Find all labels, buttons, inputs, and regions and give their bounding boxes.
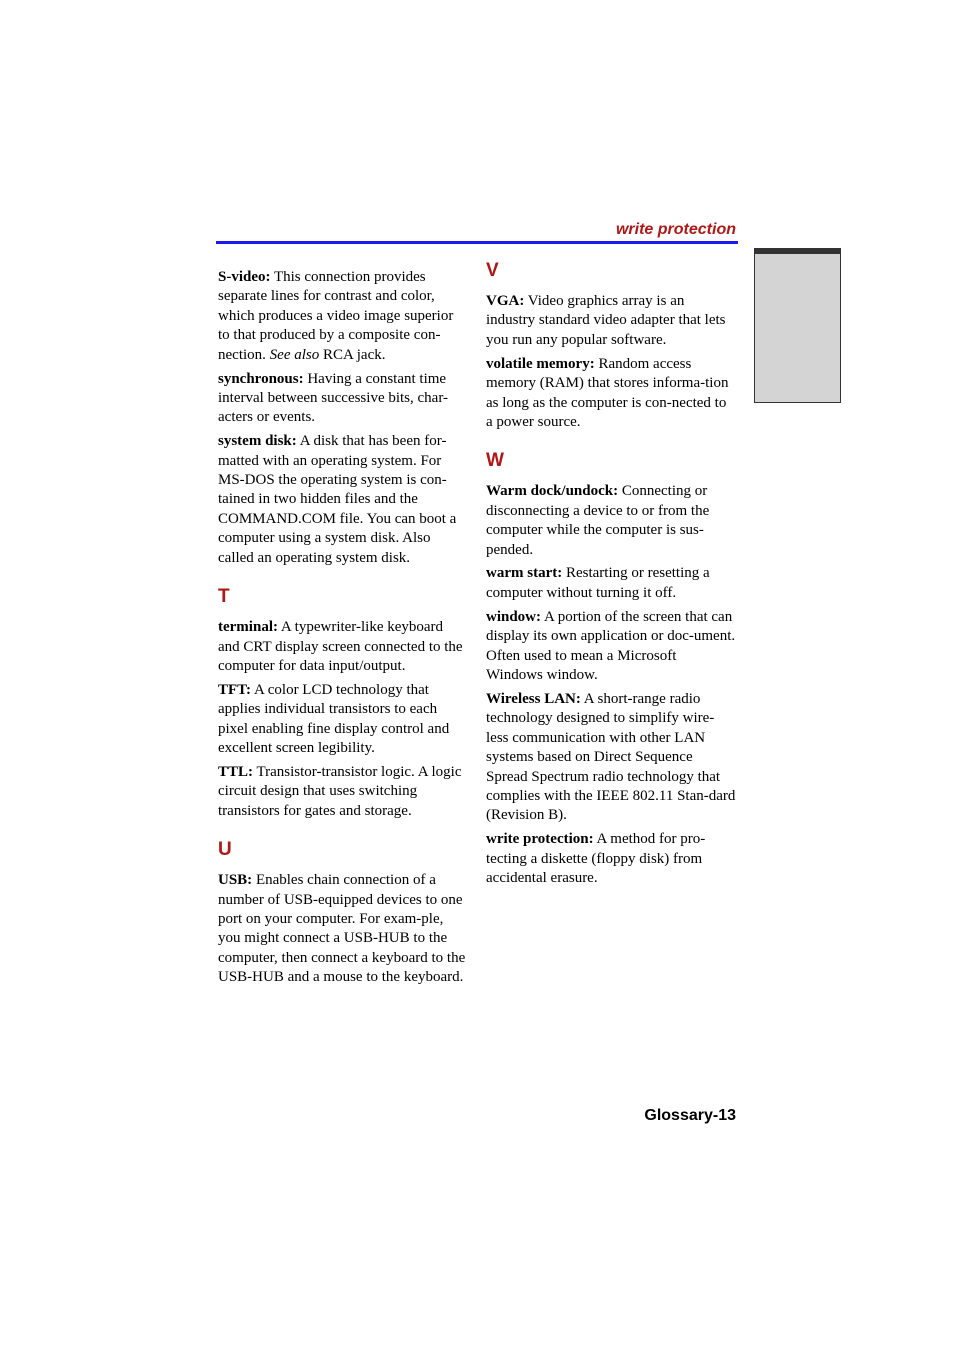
glossary-definition: Video graphics array is an industry standard video adapter that lets you run any popular software. (486, 293, 726, 348)
glossary-entry (486, 482, 736, 560)
glossary-entry (218, 763, 468, 821)
side-tab-top-bar (755, 249, 840, 254)
glossary-definition: Restarting or resetting a computer without turning it off. (486, 565, 710, 601)
glossary-entry (486, 830, 736, 888)
glossary-entry (218, 618, 468, 676)
glossary-definition: A disk that has been for-matted with an operating system. For MS-DOS the operating system is con-tained in two hidden files and the COMMAND.COM file. You can boot a computer using a system disk. Also called an operating system disk. (218, 433, 457, 566)
glossary-column-left (218, 268, 468, 992)
glossary-definition: A typewriter-like keyboard and CRT display screen connected to the computer for data input/output. (218, 619, 463, 674)
glossary-entry (486, 355, 736, 433)
glossary-definition: A color LCD technology that applies individual transistors to each pixel enabling fine display control and excellent screen legibility. (218, 681, 450, 757)
section-letter-heading: U (218, 839, 232, 861)
glossary-definition: Having a constant time interval between successive bits, char-acters or events. (218, 370, 449, 426)
glossary-entry (218, 370, 468, 428)
header-rule (216, 241, 738, 244)
glossary-definition: RCA jack. (319, 346, 386, 363)
glossary-term: TFT: (218, 681, 252, 698)
glossary-entry (486, 690, 736, 826)
glossary-entry (486, 608, 736, 686)
glossary-term: volatile memory: (486, 355, 595, 372)
glossary-definition: Enables chain connection of a number of USB-equipped devices to one port on your computer. For exam-ple, you might connect a USB-HUB to the computer, then connect a keyboard to the USB-HUB and a mouse to the keyboard. (218, 872, 466, 986)
glossary-term: Warm dock/undock: (486, 483, 619, 500)
glossary-term: TTL: (218, 763, 254, 780)
chapter-side-tab (754, 248, 841, 403)
section-letter-heading: V (486, 260, 499, 281)
section-letter-heading: W (486, 450, 504, 472)
glossary-term: USB: (218, 872, 253, 889)
glossary-term: S-video: (218, 269, 271, 285)
glossary-definition: A short-range radio technology designed to simplify wire-less communication with other LAN systems based on Direct Sequence Spread Spectrum radio technology that complies with the IEEE 802.11 Stan-dard (Revision B). (486, 690, 736, 824)
glossary-definition: This connection provides separate lines for contrast and color, which produces a video image superior to that produced by a composite con-nection. (218, 269, 454, 363)
glossary-definition: A portion of the screen that can display its own application or doc-ument. Often used to mean a Microsoft Windows window. (486, 608, 736, 683)
glossary-entry (218, 871, 468, 987)
glossary-term: window: (486, 608, 542, 625)
glossary-entry (218, 681, 468, 759)
page-number: Glossary-13 (644, 1107, 736, 1124)
glossary-definition: Connecting or disconnecting a device to or from the computer while the computer is sus-pended. (486, 483, 710, 558)
glossary-entry (218, 268, 468, 365)
glossary-definition: Random access memory (RAM) that stores informa-tion as long as the computer is con-nected to a power source. (486, 355, 729, 430)
glossary-term: write protection: (486, 831, 594, 848)
glossary-term: Wireless LAN: (486, 690, 581, 707)
glossary-term: VGA: (486, 293, 525, 309)
glossary-column-right (486, 260, 736, 893)
section-letter-heading: T (218, 586, 230, 608)
glossary-entry (486, 564, 736, 603)
glossary-definition: A method for pro-tecting a diskette (floppy disk) from accidental erasure. (486, 831, 706, 887)
running-header-title: write protection (615, 221, 736, 238)
glossary-definition: Transistor-transistor logic. A logic circuit design that uses switching transistors for gates and storage. (218, 763, 462, 819)
glossary-entry (218, 432, 468, 568)
glossary-term: terminal: (218, 619, 278, 636)
cross-reference-label: See also (269, 346, 320, 363)
glossary-term: synchronous: (218, 370, 304, 387)
glossary-term: system disk: (218, 433, 297, 450)
glossary-entry (486, 292, 736, 350)
glossary-term: warm start: (486, 565, 563, 582)
